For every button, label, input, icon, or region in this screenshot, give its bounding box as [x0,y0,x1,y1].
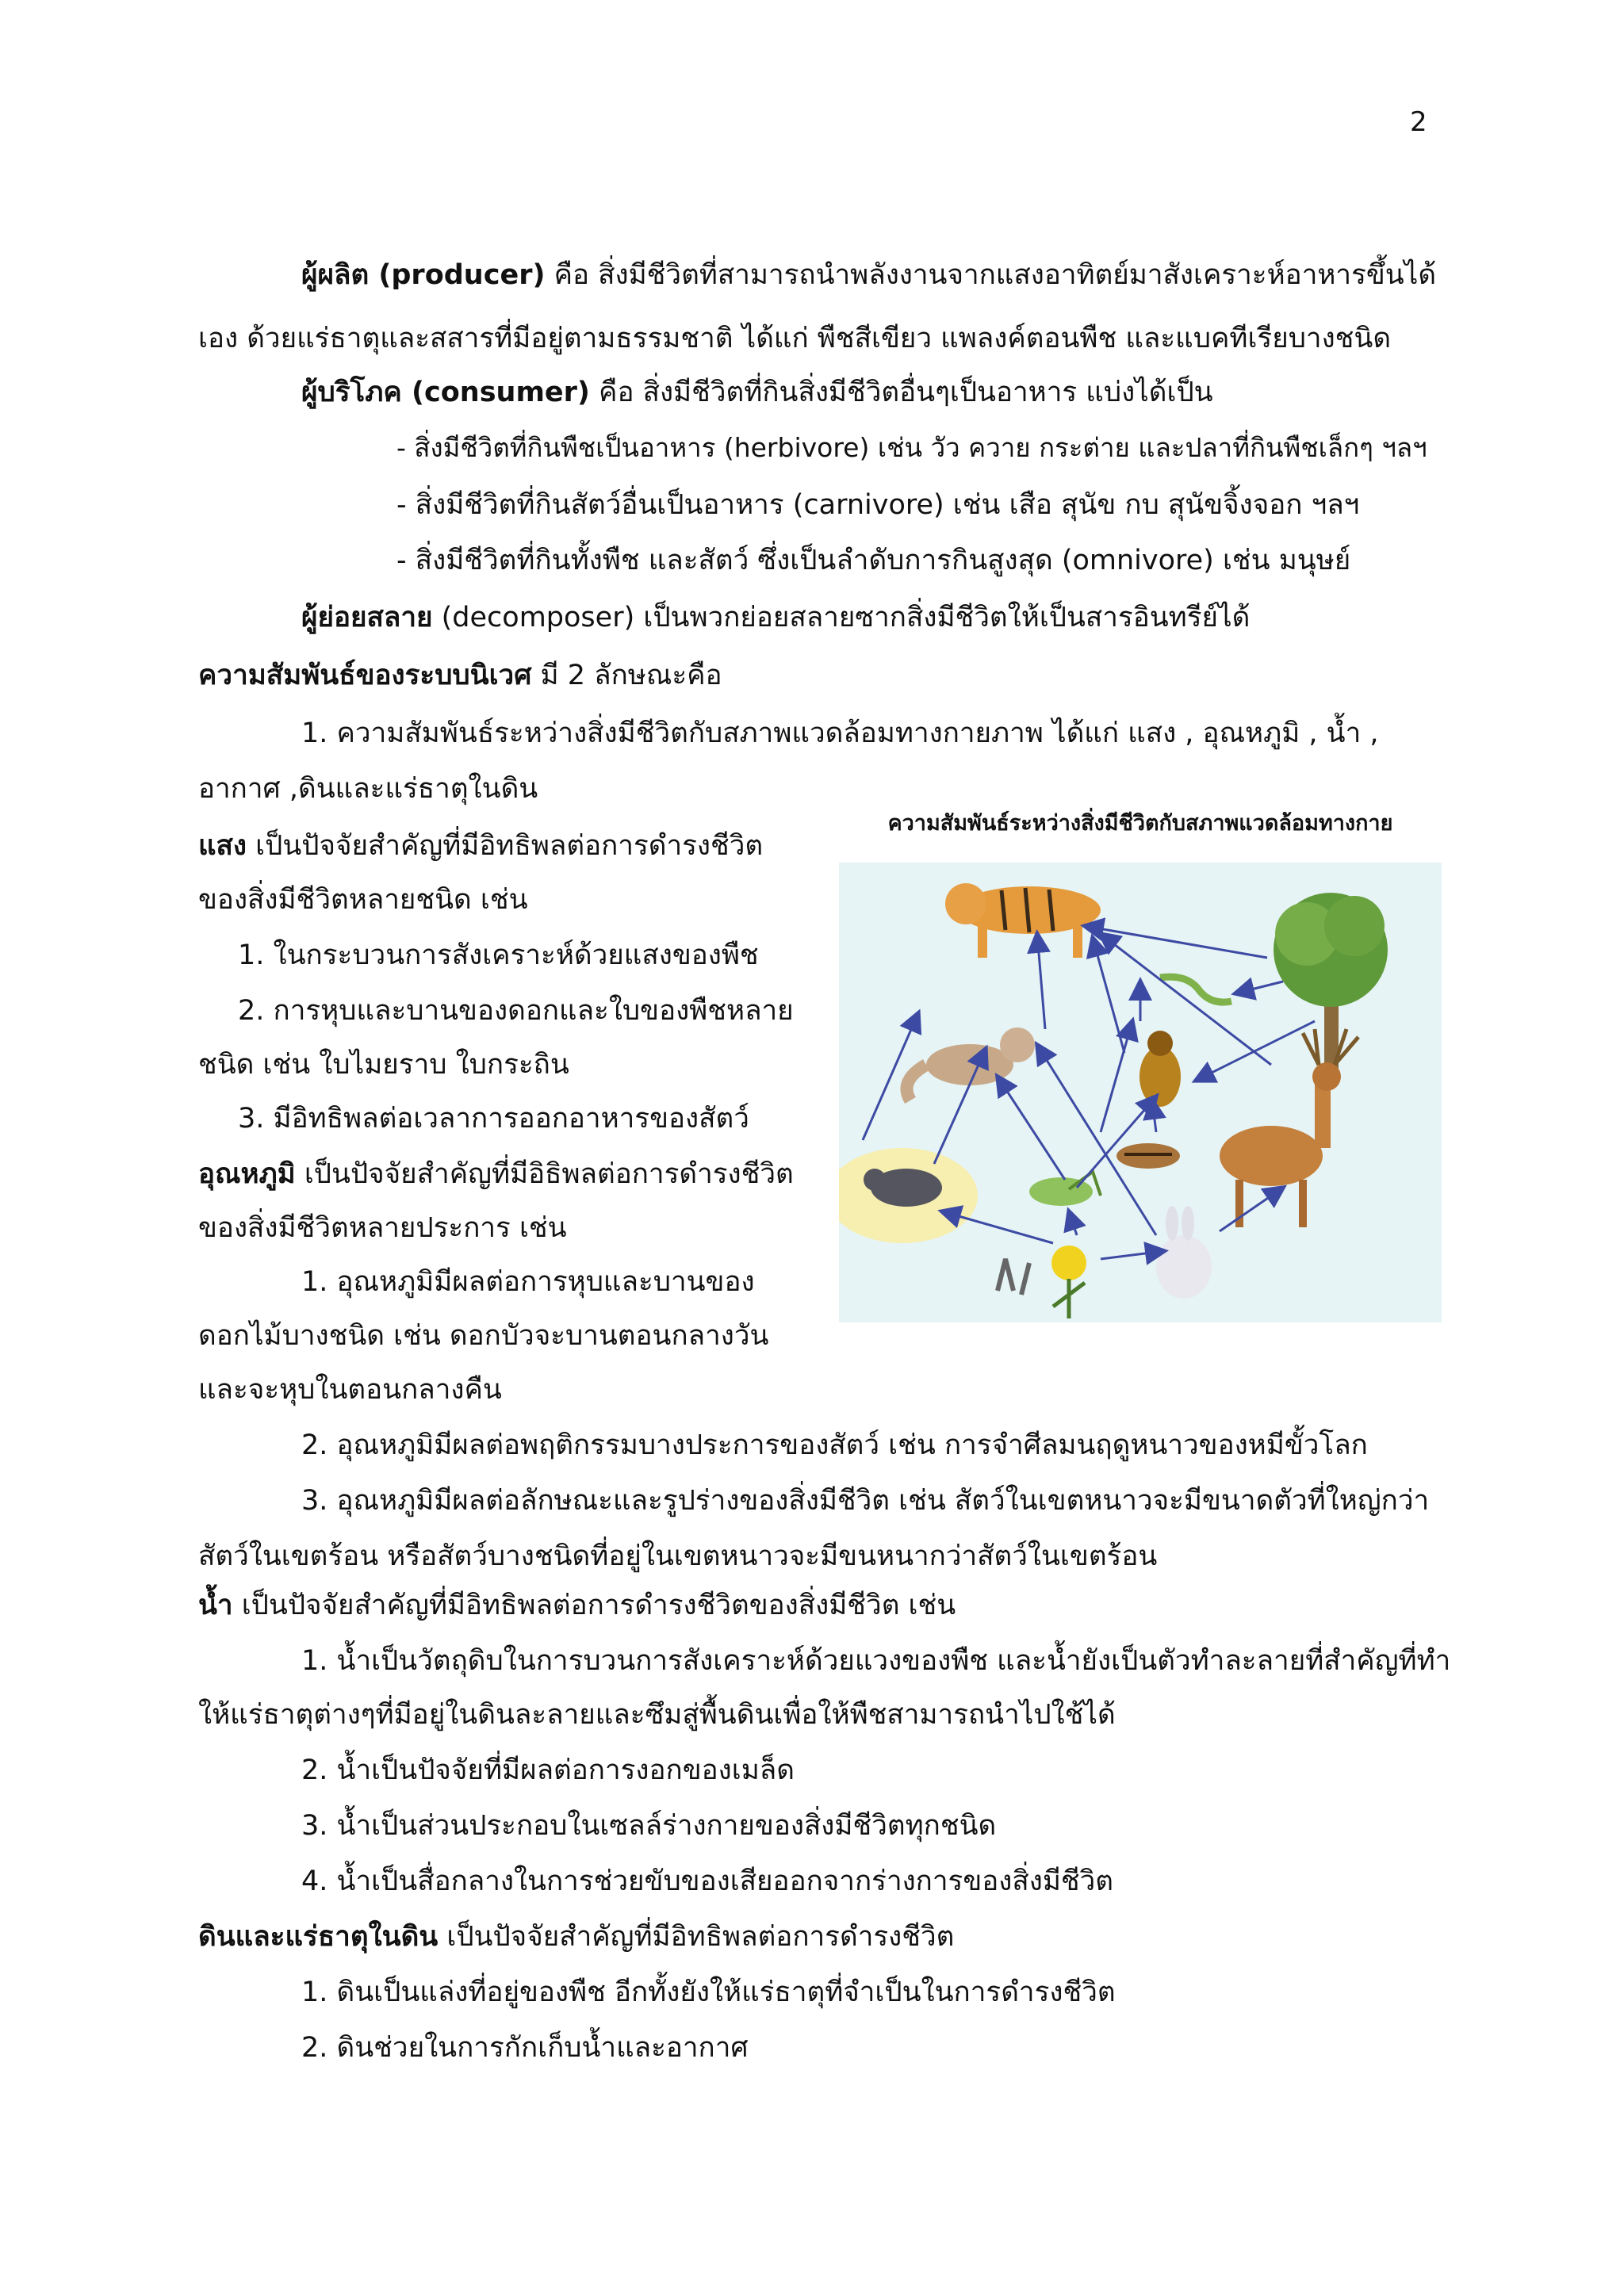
heading-soil: ดินและแร่ธาตุในดิน เป็นปัจจัยสำคัญที่มีอิทธิพลต่อการดำรงชีวิต [198,1921,955,1953]
figure-title: ความสัมพันธ์ระหว่างสิ่งมีชีวิตกับสภาพแวดล้อมทางกาย [887,811,1393,836]
temperature-item-3: 3. อุณหภูมิมีผลต่อลักษณะและรูปร่างของสิ่งมีชีวิต เช่น สัตว์ในเขตหนาวจะมีขนาดตัวที่ใหญ่กว่า [301,1485,1430,1517]
heading-temperature: อุณหภูมิ เป็นปัจจัยสำคัญที่มีอิธิพลต่อการดำรงชีวิต [198,1158,794,1190]
light-item-3: 3. มีอิทธิพลต่อเวลาการออกอาหารของสัตว์ [238,1103,749,1135]
para-relation-1-cont: อากาศ ,ดินและแร่ธาตุในดิน [198,773,538,805]
para-relation-1: 1. ความสัมพันธ์ระหว่างสิ่งมีชีวิตกับสภาพแวดล้อมทางกายภาพ ได้แก่ แสง , อุณหภูมิ , น้ำ , [301,718,1379,749]
page-number: 2 [1410,106,1427,138]
light-item-2: 2. การหุบและบานของดอกและใบของพืชหลาย [238,995,794,1027]
water-item-2: 2. น้ำเป็นปัจจัยที่มีผลต่อการงอกของเมล็ด [301,1755,795,1786]
list-omnivore: - สิ่งมีชีวิตที่กินทั้งพืช และสัตว์ ซึ่งเป็นลำดับการกินสูงสุด (omnivore) เช่น มนุษย์ [396,545,1351,576]
list-herbivore: - สิ่งมีชีวิตที่กินพืชเป็นอาหาร (herbivore) เช่น วัว ควาย กระต่าย และปลาที่กินพืชเล็กๆ ฯลฯ [396,432,1427,463]
temperature-item-3-cont: สัตว์ในเขตร้อน หรือสัตว์บางชนิดที่อยู่ในเขตหนาวจะมีขนหนากว่าสัตว์ในเขตร้อน [198,1540,1158,1572]
chipmunk-icon [1116,1143,1180,1169]
para-producer: ผู้ผลิต (producer) คือ สิ่งมีชีวิตที่สามารถนำพลังงานจากแสงอาทิตย์มาสังเคราะห์อาหารขึ้นได้ [301,259,1437,291]
light-text-cont: ของสิ่งมีชีวิตหลายชนิด เช่น [198,884,528,916]
temperature-item-2: 2. อุณหภูมิมีผลต่อพฤติกรรมบางประการของสัตว์ เช่น การจำศีลมนฤดูหนาวของหมีขั้วโลก [301,1429,1368,1461]
soil-item-2: 2. ดินช่วยในการกักเก็บน้ำและอากาศ [301,2032,749,2064]
temperature-item-1-cont2: และจะหุบในตอนกลางคืน [198,1374,502,1406]
heading-light: แสง เป็นปัจจัยสำคัญที่มีอิทธิพลต่อการดำรงชีวิต [198,830,764,862]
list-carnivore: - สิ่งมีชีวิตที่กินสัตว์อื่นเป็นอาหาร (carnivore) เช่น เสือ สุนัข กบ สุนัขจิ้งจอก ฯลฯ [396,489,1360,521]
water-item-3: 3. น้ำเป็นส่วนประกอบในเซลล์ร่างกายของสิ่งมีชีวิตทุกชนิด [301,1810,997,1842]
food-web-figure [839,806,1442,1329]
soil-item-1: 1. ดินเป็นแล่งที่อยู่ของพืช อีกทั้งยังให้แร่ธาตุที่จำเป็นในการดำรงชีวิต [301,1976,1116,2008]
food-web-illustration [839,863,1442,1322]
light-item-1: 1. ในกระบวนการสังเคราะห์ด้วยแสงของพืช [238,939,759,971]
light-item-2-cont: ชนิด เช่น ใบไมยราบ ใบกระถิน [198,1049,569,1081]
water-item-1: 1. น้ำเป็นวัตถุดิบในการบวนการสังเคราะห์ด้วยแวงของพืช และน้ำยังเป็นตัวทำละลายที่สำคัญที่ทำ [301,1645,1451,1677]
temperature-item-1-cont: ดอกไม้บางชนิด เช่น ดอกบัวจะบานตอนกลางวัน [198,1320,769,1352]
water-item-4: 4. น้ำเป็นสื่อกลางในการช่วยขับของเสียออกจากร่างการของสิ่งมีชีวิต [301,1866,1114,1897]
heading-water: น้ำ เป็นปัจจัยสำคัญที่มีอิทธิพลต่อการดำรงชีวิตของสิ่งมีชีวิต เช่น [198,1590,956,1621]
para-decomposer: ผู้ย่อยสลาย (decomposer) เป็นพวกย่อยสลายซากสิ่งมีชีวิตให้เป็นสารอินทรีย์ได้ [301,602,1251,633]
para-consumer: ผู้บริโภค (consumer) คือ สิ่งมีชีวิตที่กินสิ่งมีชีวิตอื่นๆเป็นอาหาร แบ่งได้เป็น [301,377,1213,408]
temperature-text-cont: ของสิ่งมีชีวิตหลายประการ เช่น [198,1212,567,1244]
heading-ecosystem-relations: ความสัมพันธ์ของระบบนิเวศ มี 2 ลักษณะคือ [198,660,722,691]
para-producer-cont: เอง ด้วยแร่ธาตุและสสารที่มีอยู่ตามธรรมชาติ ได้แก่ พืชสีเขียว แพลงค์ตอนพืช และแบคทีเรียบางชนิด [198,323,1392,354]
water-item-1-cont: ให้แร่ธาตุต่างๆที่มีอยู่ในดินละลายและซึมสู่พื้นดินเพื่อให้พืชสามารถนำไปใช้ได้ [198,1699,1116,1731]
temperature-item-1: 1. อุณหภูมิมีผลต่อการหุบและบานของ [301,1266,755,1298]
